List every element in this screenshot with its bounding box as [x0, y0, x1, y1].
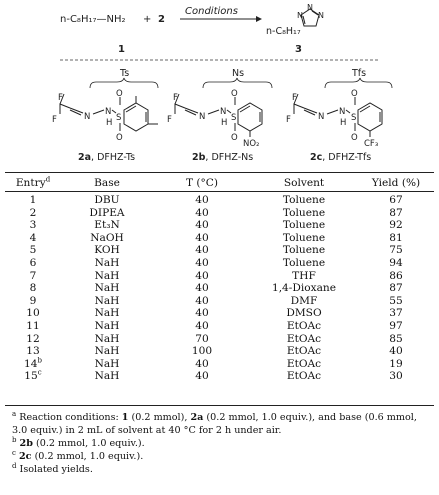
atom-label: F [167, 115, 172, 125]
atom-label: H [340, 118, 347, 128]
table-row [6, 194, 434, 207]
cell-entry: 8 [29, 282, 37, 295]
table-row [6, 244, 434, 257]
cell-solvent: THF [292, 269, 316, 282]
cell-entry: 15$^c$ [24, 368, 42, 383]
reaction-arrow-head [256, 16, 262, 22]
cell-temperature: 40 [195, 357, 209, 370]
cell-yield: 40 [389, 345, 403, 358]
table-row [6, 358, 434, 371]
compound-3-label: 3 [295, 44, 302, 55]
atom-label: O [116, 89, 123, 99]
cell-solvent: Toluene [282, 256, 326, 269]
cell-temperature: 40 [195, 256, 209, 269]
entry-footnote-mark: b [37, 356, 42, 365]
cell-entry: 12 [26, 332, 40, 345]
cell-entry: 14$^b$ [24, 356, 42, 370]
table-row [6, 257, 434, 270]
atom-label: O [351, 89, 358, 99]
cell-solvent: 1,4-Dioxane [271, 282, 337, 295]
footnote-c: $^c$ 2c (0.2 mmol, 1.0 equiv.). [12, 448, 144, 462]
atom-label: O [231, 133, 238, 143]
triazole-n1: N [297, 11, 303, 20]
cell-yield: 87 [389, 282, 403, 295]
cell-temperature: 70 [195, 332, 209, 345]
cell-yield: 87 [389, 206, 403, 219]
cell-yield: 19 [389, 357, 403, 370]
col-header-yield: Yield (%) [371, 177, 421, 189]
arrow-label: Conditions [185, 6, 238, 17]
cell-yield: 85 [389, 332, 403, 345]
group-ns-label: Ns [232, 68, 245, 79]
cell-solvent: EtOAc [286, 332, 322, 345]
cell-base: NaH [94, 370, 120, 383]
cell-temperature: 40 [195, 244, 209, 257]
reagent-2a-caption: 2a, DFHZ-Ts [78, 152, 136, 163]
table-row [6, 295, 434, 308]
cell-solvent: DMF [290, 294, 318, 307]
cell-solvent: Toluene [282, 244, 326, 257]
cell-entry: 10 [26, 307, 40, 320]
cell-temperature: 40 [195, 194, 209, 206]
atom-label: F [173, 93, 178, 103]
table-row [6, 219, 434, 232]
cell-base: NaH [94, 269, 120, 282]
cell-solvent: EtOAc [286, 370, 322, 383]
col-header-temperature: T (°C) [185, 177, 219, 189]
table-row [6, 307, 434, 320]
atom-label: H [221, 118, 228, 128]
ortho-substituent-no2: NO₂ [243, 139, 260, 149]
cell-yield: 81 [389, 231, 403, 244]
cell-temperature: 40 [195, 231, 209, 244]
cell-yield: 75 [389, 244, 403, 257]
cell-base: NaH [94, 282, 120, 295]
table-row [6, 232, 434, 245]
cell-base: NaH [94, 357, 120, 370]
cell-solvent: Toluene [282, 219, 326, 232]
table-header-row [6, 175, 434, 191]
table-row [6, 282, 434, 295]
cell-entry: 5 [29, 244, 37, 257]
table-footnotes [12, 411, 432, 476]
table-row [6, 207, 434, 220]
triazole-n2: N [307, 3, 313, 12]
cell-temperature: 40 [195, 269, 209, 282]
cell-solvent: Toluene [282, 206, 326, 219]
atom-label: O [116, 133, 123, 143]
cell-entry: 4 [29, 231, 37, 244]
table-row [6, 345, 434, 358]
cell-base: DBU [94, 194, 120, 206]
group-tfs-brace [325, 78, 392, 88]
cell-base: NaH [94, 294, 120, 307]
cell-temperature: 40 [195, 282, 209, 295]
ortho-substituent-cf3: CF₃ [364, 139, 379, 149]
col-header-base: Base [94, 177, 120, 189]
cell-temperature: 40 [195, 219, 209, 232]
cell-solvent: EtOAc [286, 319, 322, 332]
group-ts-label: Ts [120, 68, 130, 79]
cell-entry: 11 [26, 319, 40, 332]
atom-label: N [220, 107, 227, 117]
cell-base: DIPEA [89, 206, 125, 219]
cell-base: NaH [94, 307, 120, 320]
atom-label: S [231, 113, 237, 123]
product-chain: n-C₈H₁₇ [266, 26, 301, 37]
cell-base: Et₃N [94, 219, 120, 232]
atom-label: S [116, 113, 122, 123]
col-header-solvent: Solvent [283, 177, 325, 189]
cell-entry: 9 [29, 294, 37, 307]
footnote-a: $^a$ Reaction conditions: 1 (0.2 mmol), 2a (0.2 mmol, 1.0 equiv.), and base (0.6 mmol, 3.0 equiv.) in 2 mL of solvent at 40 °C for 2 h under air. [12, 409, 417, 436]
table-top-rule [5, 172, 434, 173]
table-row [6, 370, 434, 383]
cell-temperature: 40 [195, 206, 209, 219]
entry-footnote-mark: c [37, 368, 42, 377]
col-header-entry: Entry$^d$ [15, 175, 51, 189]
atom-label: H [106, 118, 113, 128]
cell-entry: 6 [29, 256, 37, 269]
atom-label: N [105, 107, 112, 117]
atom-label: N [339, 107, 346, 117]
atom-label: N [318, 112, 325, 122]
cell-solvent: DMSO [286, 307, 322, 320]
footnote-d: $^d$ Isolated yields. [12, 461, 93, 475]
cell-yield: 86 [389, 269, 403, 282]
table-row [6, 333, 434, 346]
cell-yield: 92 [389, 219, 403, 232]
optimization-table [6, 175, 434, 383]
cell-base: NaH [94, 332, 120, 345]
cell-temperature: 40 [195, 370, 209, 383]
atom-label: F [52, 115, 57, 125]
group-tfs-label: Tfs [352, 68, 367, 79]
reactant-amine: n-C₈H₁₇—NH₂ [60, 14, 126, 25]
table-row [6, 270, 434, 283]
cell-base: NaH [94, 256, 120, 269]
cell-entry: 3 [29, 219, 37, 232]
cell-temperature: 40 [195, 307, 209, 320]
cell-base: NaOH [90, 231, 124, 244]
atom-label: O [351, 133, 358, 143]
atom-label: F [58, 93, 63, 103]
cell-yield: 67 [389, 194, 403, 206]
atom-label: N [199, 112, 206, 122]
cell-solvent: EtOAc [286, 357, 322, 370]
cell-base: NaH [94, 319, 120, 332]
cell-entry: 13 [26, 345, 40, 358]
atom-label: S [351, 113, 357, 123]
reaction-scheme [0, 0, 439, 168]
reagent-2b-caption: 2b, DFHZ-Ns [192, 152, 254, 163]
cell-temperature: 100 [191, 345, 213, 358]
group-ns-brace [203, 78, 272, 88]
plus-sign: + [143, 14, 152, 25]
cell-temperature: 40 [195, 319, 209, 332]
cell-entry: 1 [29, 194, 37, 206]
cell-yield: 55 [389, 294, 403, 307]
group-ts-brace [90, 78, 158, 88]
cell-solvent: Toluene [282, 231, 326, 244]
table-row [6, 320, 434, 333]
compound-1-label: 1 [118, 44, 125, 55]
cell-temperature: 40 [195, 294, 209, 307]
atom-label: F [286, 115, 291, 125]
footnote-b: $^b$ 2b (0.2 mmol, 1.0 equiv.). [12, 435, 145, 449]
reagent-2b-structure [167, 68, 272, 149]
table-body [6, 194, 434, 383]
cell-entry: 7 [29, 269, 37, 282]
cell-yield: 30 [389, 370, 403, 383]
cell-yield: 94 [389, 256, 403, 269]
atom-label: F [292, 93, 297, 103]
atom-label: O [231, 89, 238, 99]
cell-solvent: Toluene [282, 194, 326, 206]
reagent-2c-structure [286, 68, 392, 149]
triazole-n3: N [318, 11, 324, 20]
atom-label: N [84, 112, 91, 122]
cell-base: KOH [94, 244, 120, 257]
cell-base: NaH [94, 345, 120, 358]
reactant-2-label: 2 [158, 14, 165, 25]
cell-yield: 37 [389, 307, 403, 320]
reagent-2c-caption: 2c, DFHZ-Tfs [310, 152, 372, 163]
reagent-2a-structure [52, 68, 158, 143]
table-bottom-rule [5, 405, 434, 406]
cell-yield: 97 [389, 319, 403, 332]
cell-solvent: EtOAc [286, 345, 322, 358]
cell-entry: 2 [29, 206, 37, 219]
